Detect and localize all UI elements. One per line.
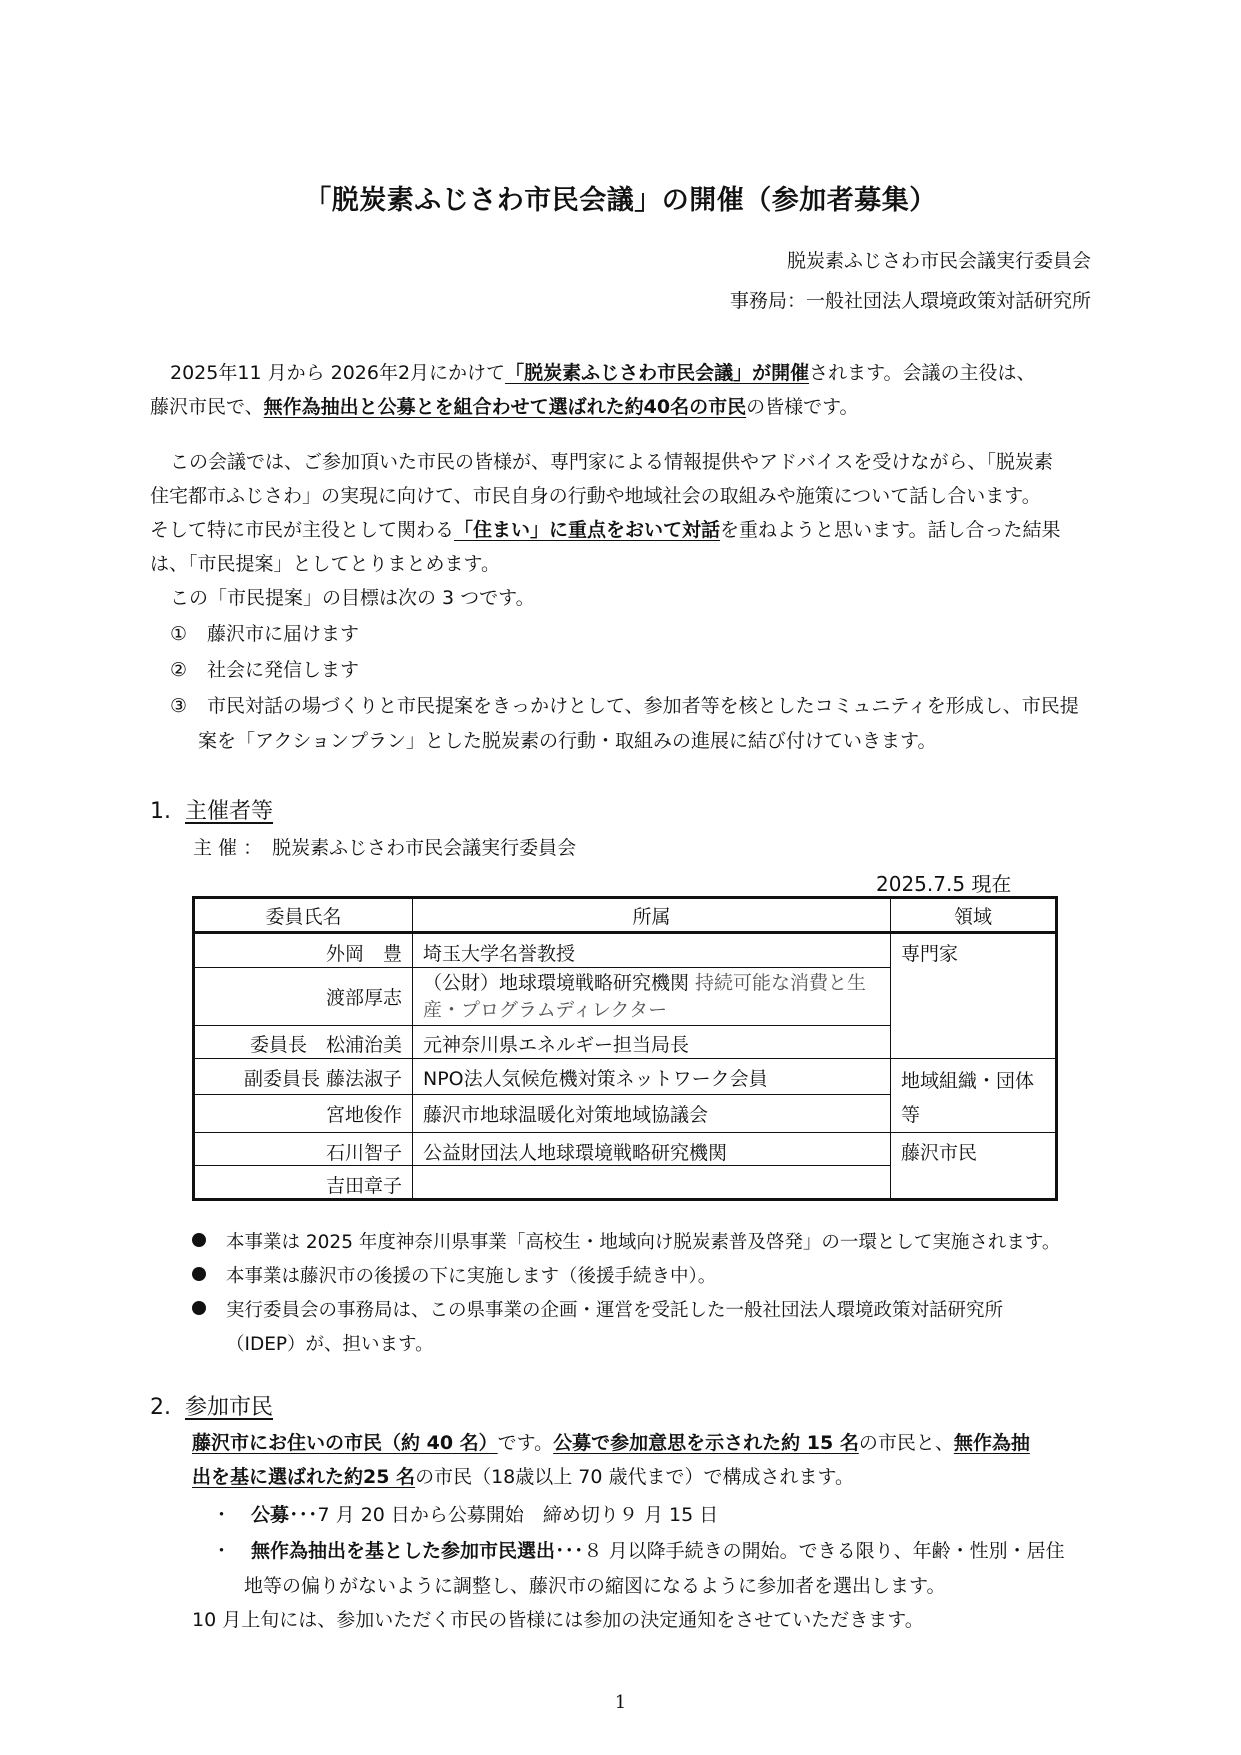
domain-cell: 地域組織・団体等 — [891, 1059, 1057, 1133]
note-item: 本事業は 2025 年度神奈川県事業「高校生・地域向け脱炭素普及啓発」の一環として実施されます。 — [192, 1226, 1060, 1259]
page-title: 「脱炭素ふじさわ市民会議」の開催（参加者募集） — [304, 185, 937, 216]
member-name: 外岡 豊 — [194, 933, 413, 968]
table-row — [194, 1133, 1057, 1166]
member-name: 委員長 松浦治美 — [194, 1026, 413, 1059]
recruitment-item: ・ 無作為抽出を基とした参加市民選出･･･８ 月以降手続きの開始。できる限り、年齢・性別・居住 — [212, 1540, 1065, 1562]
intro-line-2: 藤沢市民で、無作為抽出と公募とを組合わせて選ばれた約40名の市民の皆様です。 — [150, 396, 859, 418]
recruitment-item-continued: 地等の偏りがないように調整し、藤沢市の縮図になるように参加者を選出します。 — [244, 1575, 946, 1597]
column-header: 委員氏名 — [194, 898, 413, 933]
paragraph-2-line-2: 住宅都市ふじさわ」の実現に向けて、市民自身の行動や地域社会の取組みや施策について話し合います。 — [150, 485, 1041, 507]
member-affiliation: 藤沢市地球温暖化対策地域協議会 — [413, 1094, 891, 1132]
secretariat-name: 事務局：一般社団法人環境政策対話研究所 — [729, 290, 1091, 312]
paragraph-2-line-1: この会議では、ご参加頂いた市民の皆様が、専門家による情報提供やアドバイスを受けながら、「脱炭素 — [170, 451, 1053, 473]
domain-cell: 藤沢市民 — [891, 1133, 1057, 1200]
goal-item: ② 社会に発信します — [170, 659, 360, 681]
bullet-icon — [192, 1301, 206, 1315]
paragraph-2-line-4: は、「市民提案」としてとりまとめます。 — [150, 553, 500, 575]
table-row — [194, 1059, 1057, 1095]
member-affiliation: 元神奈川県エネルギー担当局長 — [413, 1026, 891, 1059]
paragraph-2-line-3: そして特に市民が主役として関わる「住まい」に重点をおいて対話を重ねようと思います。話し合った結果 — [150, 519, 1061, 541]
domain-cell: 専門家 — [891, 933, 1057, 1059]
participants-line-1: 藤沢市にお住いの市民（約 40 名）です。公募で参加意思を示された約 15 名の市民と、無作為抽 — [192, 1432, 1030, 1454]
organizer-name: 脱炭素ふじさわ市民会議実行委員会 — [786, 250, 1091, 272]
bullet-icon — [192, 1233, 206, 1247]
member-name: 吉田章子 — [194, 1166, 413, 1200]
participants-line-2: 出を基に選ばれた約25 名の市民（18歳以上 70 歳代まで）で構成されます。 — [192, 1466, 854, 1488]
goals-intro: この「市民提案」の目標は次の 3 つです。 — [170, 587, 535, 609]
goal-item: ① 藤沢市に届けます — [170, 623, 360, 645]
member-name: 宮地俊作 — [194, 1094, 413, 1132]
goal-item-continued: 案を「アクションプラン」とした脱炭素の行動・取組みの進展に結び付けていきます。 — [198, 730, 937, 752]
member-name: 石川智子 — [194, 1133, 413, 1166]
member-affiliation: NPO法人気候危機対策ネットワーク会員 — [413, 1059, 891, 1095]
member-affiliation: 埼玉大学名誉教授 — [413, 933, 891, 968]
host-line: 主 催 ： 脱炭素ふじさわ市民会議実行委員会 — [193, 837, 577, 859]
bullet-icon — [192, 1267, 206, 1281]
section-heading-2: 2. 参加市民 — [150, 1395, 274, 1420]
section-heading-1: 1. 主催者等 — [150, 799, 274, 824]
closing-note: 10 月上旬には、参加いただく市民の皆様には参加の決定通知をさせていただきます。 — [192, 1609, 924, 1631]
member-name: 副委員長 藤法淑子 — [194, 1059, 413, 1095]
note-item: 実行委員会の事務局は、この県事業の企画・運営を受託した一般社団法人環境政策対話研究所 — [192, 1294, 1003, 1327]
as-of-date: 2025.7.5 現在 — [876, 872, 1012, 896]
member-affiliation: 公益財団法人地球環境戦略研究機関 — [413, 1133, 891, 1166]
column-header: 領域 — [891, 898, 1057, 933]
note-item-continued: （IDEP）が、担います。 — [226, 1334, 434, 1355]
page-number: 1 — [614, 1692, 627, 1713]
member-name: 渡部厚志 — [194, 968, 413, 1026]
goal-item: ③ 市民対話の場づくりと市民提案をきっかけとして、参加者等を核としたコミュニティを形成し、市民提 — [170, 695, 1079, 717]
intro-line-1: 2025年11 月から 2026年2月にかけて「脱炭素ふじさわ市民会議」が開催されます。会議の主役は、 — [170, 362, 1036, 384]
table-row — [194, 933, 1057, 968]
column-header: 所属 — [413, 898, 891, 933]
member-affiliation — [413, 1166, 891, 1200]
member-affiliation: （公財）地球環境戦略研究機関 持続可能な消費と生産・プログラムディレクター — [413, 968, 891, 1026]
committee-table — [192, 896, 1058, 1201]
note-item: 本事業は藤沢市の後援の下に実施します（後援手続き中）。 — [192, 1260, 716, 1293]
recruitment-item: ・ 公募･･･7 月 20 日から公募開始 締め切り９ 月 15 日 — [212, 1504, 719, 1526]
